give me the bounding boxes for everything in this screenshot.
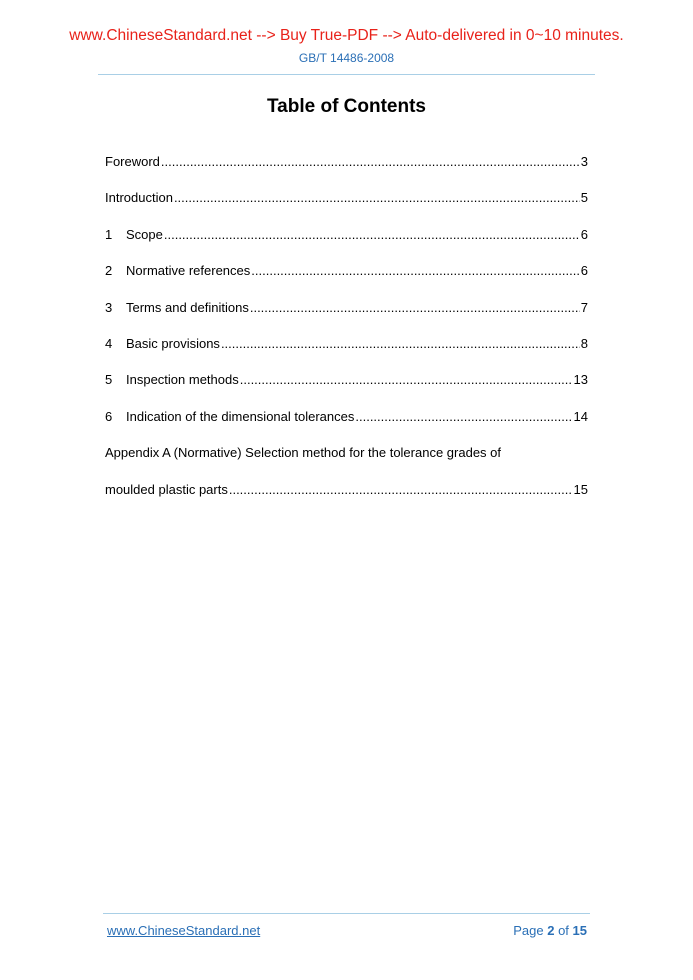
toc-entry-page: 5 (580, 190, 588, 206)
toc-leader-dots (355, 408, 572, 426)
toc-entry-basic-provisions[interactable] (105, 335, 588, 371)
toc-entry-label: Indication of the dimensional tolerances (126, 408, 355, 424)
page-number-of: of (558, 923, 569, 938)
document-id: GB/T 14486-2008 (298, 51, 395, 65)
toc-entry-page: 7 (580, 299, 588, 315)
page-number-current: 2 (547, 923, 555, 938)
page-number-total: 15 (572, 923, 587, 938)
header-divider (98, 74, 595, 75)
toc-entry-number: 6 (105, 408, 113, 424)
toc-entry-dimensional-tolerances[interactable] (105, 408, 588, 444)
footer-divider (103, 913, 590, 914)
toc-entry-introduction[interactable] (105, 189, 588, 225)
toc-entry-page: 14 (573, 408, 588, 424)
footer-website-link[interactable]: www.ChineseStandard.net (107, 923, 261, 938)
page-number (513, 923, 587, 938)
toc-entry-page: 6 (580, 263, 588, 279)
toc-entry-label: Scope (126, 226, 163, 242)
toc-entry-label: Appendix A (Normative) Selection method for the tolerance grades of (105, 445, 501, 461)
toc-entry-number: 2 (105, 263, 113, 279)
toc-leader-dots (161, 153, 580, 171)
toc-entry-inspection-methods[interactable] (105, 371, 588, 407)
toc-entry-foreword[interactable] (105, 153, 588, 189)
toc-entry-normative-references[interactable] (105, 262, 588, 298)
toc-entry-number: 1 (105, 226, 113, 242)
toc-leader-dots (250, 299, 580, 317)
toc-leader-dots (174, 189, 580, 207)
toc-entry-label: Introduction (105, 190, 173, 206)
toc-entry-label: Foreword (105, 154, 160, 169)
toc-entry-page: 6 (580, 226, 588, 242)
toc-entry-label: Inspection methods (126, 372, 239, 388)
toc-leader-dots (164, 226, 580, 244)
toc-entry-appendix-a[interactable] (105, 444, 588, 480)
toc-entry-label: Normative references (126, 263, 251, 279)
page-title: Table of Contents (266, 96, 427, 117)
toc-entry-number: 4 (105, 335, 113, 351)
toc-entry-page: 3 (580, 154, 588, 169)
toc-entry-label: Terms and definitions (126, 299, 249, 315)
toc-leader-dots (229, 481, 573, 499)
toc-entry-page: 8 (580, 335, 588, 351)
page-number-prefix: Page (513, 923, 544, 938)
toc-entry-number: 3 (105, 299, 113, 315)
toc-leader-dots (240, 371, 573, 389)
toc-entry-page: 13 (573, 372, 588, 388)
toc-entry-label: Basic provisions (126, 335, 220, 351)
toc-leader-dots (221, 335, 580, 353)
toc-entry-label: moulded plastic parts (105, 481, 228, 497)
toc-entry-appendix-a-continued[interactable] (105, 481, 588, 517)
toc-leader-dots (251, 262, 579, 280)
table-of-contents (105, 153, 588, 517)
promo-banner[interactable]: www.ChineseStandard.net --> Buy True-PDF --> Auto-delivered in 0~10 minutes. (69, 27, 624, 44)
toc-entry-scope[interactable] (105, 226, 588, 262)
toc-entry-page: 15 (573, 481, 588, 497)
toc-entry-number: 5 (105, 372, 113, 388)
toc-entry-terms-and-definitions[interactable] (105, 299, 588, 335)
